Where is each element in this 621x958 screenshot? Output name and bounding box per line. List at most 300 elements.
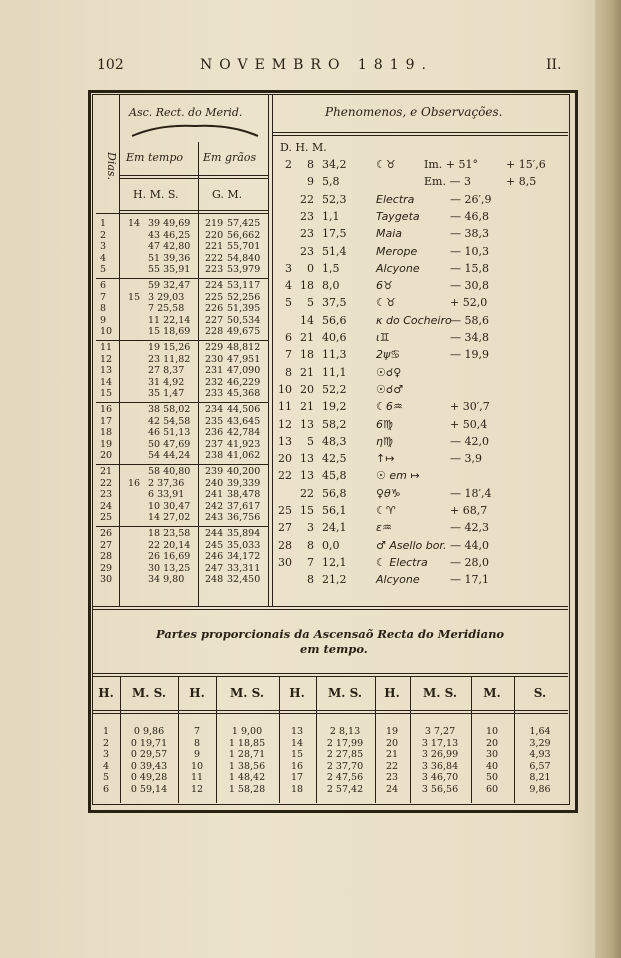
- day-cell: 19: [100, 438, 113, 450]
- asc-rect-label: Asc. Rect. do Merid.: [129, 106, 243, 119]
- ms-cell: 51 39,36: [148, 252, 191, 264]
- minute-cell: 37,617: [227, 500, 261, 512]
- minute-cell: 56,662: [227, 229, 261, 241]
- minute-cell: 49,675: [227, 326, 261, 337]
- day-cell: 8: [100, 303, 107, 314]
- obs-value-cell: Im. + 51°: [424, 158, 478, 171]
- degree-cell: 237: [205, 438, 224, 450]
- day-cell: 1: [100, 218, 107, 229]
- obs-day-cell: 12: [278, 417, 292, 431]
- degree-cell: 243: [205, 512, 224, 523]
- ms-cell: 6 33,91: [148, 489, 185, 500]
- degree-cell: 227: [205, 314, 224, 326]
- minute-cell: 32,450: [227, 574, 261, 585]
- degree-cell: 230: [205, 353, 224, 365]
- obs-day-cell: 2: [285, 158, 292, 171]
- degree-cell: 224: [205, 280, 224, 291]
- degree-cell: 221: [205, 241, 224, 252]
- obs-minute-cell: 11,1: [322, 365, 347, 379]
- bottom-cell: 30: [485, 749, 499, 760]
- book-spine: [595, 0, 621, 958]
- obs-minute-cell: 1,5: [322, 261, 340, 275]
- minute-cell: 50,534: [227, 314, 261, 326]
- bottom-cell: 1: [102, 726, 110, 737]
- minute-cell: 35,033: [227, 539, 261, 551]
- obs-day-cell: 30: [278, 555, 292, 569]
- obs-value-cell: — 38,3: [450, 227, 489, 241]
- day-cell: 7: [100, 291, 107, 303]
- minute-cell: 47,951: [227, 353, 261, 365]
- obs-day-cell: 13: [278, 434, 292, 448]
- obs-minute-cell: 1,1: [322, 209, 340, 223]
- obs-hour-cell: 13: [300, 469, 314, 483]
- bottom-cell: 3 26,99: [421, 749, 459, 760]
- bottom-header-cell: M. S.: [327, 686, 363, 700]
- obs-day-cell: 7: [285, 348, 292, 362]
- minute-cell: 43,645: [227, 415, 261, 427]
- day-cell: 15: [100, 388, 113, 399]
- obs-day-cell: 8: [285, 365, 292, 379]
- obs-minute-cell: 45,8: [322, 469, 347, 483]
- degree-cell: 236: [205, 427, 224, 438]
- obs-minute-cell: 0,0: [322, 538, 340, 552]
- bottom-cell: 6: [102, 783, 110, 795]
- bottom-cell: 16: [290, 760, 304, 772]
- obs-minute-cell: 5,8: [322, 175, 340, 189]
- obs-value-cell: — 15,8: [450, 261, 489, 275]
- bottom-cell: 13: [290, 726, 304, 737]
- ms-cell: 11 22,14: [148, 314, 191, 326]
- phenomena-title: Phenomenos, e Observações.: [325, 105, 503, 119]
- hour-cell: 15: [128, 291, 141, 303]
- obs-value-cell: — 30,8: [450, 279, 489, 293]
- obs-day-cell: 27: [278, 521, 292, 535]
- bottom-header-cell: H.: [384, 686, 400, 700]
- obs-hour-cell: 23: [300, 244, 314, 258]
- hour-cell: 14: [128, 218, 141, 229]
- bottom-header-cell: H.: [289, 686, 305, 700]
- bottom-cell: 3 17,13: [421, 737, 459, 749]
- obs-minute-cell: 21,2: [322, 573, 347, 587]
- ms-cell: 58 40,80: [148, 466, 191, 477]
- obs-minute-cell: 52,2: [322, 382, 347, 396]
- obs-minute-cell: 56,6: [322, 313, 347, 327]
- section-number: II.: [546, 57, 562, 73]
- day-cell: 29: [100, 562, 113, 574]
- obs-phenomenon-cell: 6♉: [376, 279, 393, 293]
- obs-minute-cell: 42,5: [322, 452, 347, 466]
- em-graos-label: Em grãos: [203, 151, 257, 164]
- minute-cell: 39,339: [227, 477, 261, 489]
- obs-day-cell: 11: [278, 400, 292, 414]
- obs-minute-cell: 56,1: [322, 504, 347, 517]
- minute-cell: 55,701: [227, 241, 261, 252]
- obs-value-cell: — 42,3: [450, 521, 489, 535]
- degree-cell: 247: [205, 562, 224, 574]
- obs-minute-cell: 34,2: [322, 158, 347, 171]
- obs-hour-cell: 21: [300, 331, 314, 344]
- bottom-cell: 1 48,42: [228, 772, 266, 783]
- obs-value-cell: + 52,0: [450, 296, 488, 310]
- day-cell: 24: [100, 500, 113, 512]
- ms-cell: 14 27,02: [148, 512, 191, 523]
- obs-value-cell: — 46,8: [450, 209, 489, 223]
- obs-day-cell: 5: [285, 296, 292, 310]
- day-cell: 9: [100, 314, 107, 326]
- obs-minute-cell: 40,6: [322, 331, 347, 344]
- degree-cell: 246: [205, 551, 224, 562]
- degree-cell: 248: [205, 574, 224, 585]
- minute-cell: 52,256: [227, 291, 261, 303]
- bottom-cell: 3,29: [529, 737, 551, 749]
- obs-hour-cell: 3: [307, 521, 314, 535]
- obs-phenomenon-cell: ☾ Electra: [376, 555, 428, 569]
- bottom-cell: 3 7,27: [424, 726, 456, 737]
- obs-phenomenon-cell: ι♊: [376, 331, 390, 344]
- day-cell: 12: [100, 353, 113, 365]
- bottom-cell: 20: [385, 737, 399, 749]
- em-tempo-label: Em tempo: [126, 151, 183, 164]
- bottom-header-cell: M.: [483, 686, 501, 700]
- bottom-cell: 7: [193, 726, 201, 737]
- obs-day-cell: 3: [285, 261, 292, 275]
- bottom-header-cell: M. S.: [422, 686, 458, 700]
- gm-label: G. M.: [212, 188, 243, 201]
- bottom-cell: 4,93: [529, 749, 551, 760]
- obs-phenomenon-cell: Alcyone: [376, 261, 420, 275]
- bottom-cell: 2: [102, 737, 110, 749]
- bottom-cell: 22: [385, 760, 399, 772]
- obs-phenomenon-cell: ε♒: [376, 521, 392, 535]
- obs-value-cell: — 26′,9: [450, 192, 492, 206]
- day-cell: 6: [100, 280, 107, 291]
- proportional-parts-title: Partes proporcionais da Ascensaõ Recta do Meridiano: [156, 627, 505, 641]
- bottom-cell: 24: [385, 783, 399, 795]
- obs-minute-cell: 24,1: [322, 521, 347, 535]
- obs-phenomenon-cell: ♂ Asello bor.: [376, 538, 447, 552]
- minute-cell: 57,425: [227, 218, 261, 229]
- obs-minute-cell: 8,0: [322, 279, 340, 293]
- obs-day-cell: 10: [278, 382, 292, 396]
- degree-cell: 228: [205, 326, 224, 337]
- day-cell: 25: [100, 512, 113, 523]
- bottom-cell: 8: [193, 737, 201, 749]
- minute-cell: 41,923: [227, 438, 261, 450]
- hms-label: H. M. S.: [133, 188, 179, 201]
- day-cell: 4: [100, 252, 107, 264]
- obs-phenomenon-cell: ↑↦: [376, 452, 395, 466]
- bottom-cell: 0 9,86: [133, 726, 165, 737]
- bottom-cell: 17: [290, 772, 304, 783]
- obs-value-cell: — 58,6: [450, 313, 489, 327]
- minute-cell: 42,784: [227, 427, 261, 438]
- bottom-cell: 2 37,70: [326, 760, 364, 772]
- obs-value-cell: — 34,8: [450, 331, 489, 344]
- bottom-cell: 12: [190, 783, 204, 795]
- degree-cell: 233: [205, 388, 224, 399]
- degree-cell: 222: [205, 252, 224, 264]
- ms-cell: 38 58,02: [148, 404, 191, 415]
- day-cell: 28: [100, 551, 113, 562]
- degree-cell: 223: [205, 264, 224, 275]
- obs-minute-cell: 19,2: [322, 400, 347, 414]
- minute-cell: 45,368: [227, 388, 261, 399]
- degree-cell: 232: [205, 376, 224, 388]
- obs-hour-cell: 21: [300, 400, 314, 414]
- obs-value-cell: Em. — 3: [424, 175, 471, 189]
- obs-day-cell: 4: [285, 279, 292, 293]
- obs-value-cell: — 19,9: [450, 348, 489, 362]
- ms-cell: 15 18,69: [148, 326, 191, 337]
- minute-cell: 33,311: [227, 562, 261, 574]
- bottom-cell: 0 39,43: [130, 760, 168, 772]
- obs-day-cell: 20: [278, 452, 292, 466]
- ms-cell: 54 44,24: [148, 450, 191, 461]
- obs-hour-cell: 0: [307, 261, 314, 275]
- obs-hour-cell: 8: [307, 158, 314, 171]
- day-cell: 21: [100, 466, 113, 477]
- day-cell: 26: [100, 528, 113, 539]
- obs-value-cell: — 18′,4: [450, 486, 492, 500]
- degree-cell: 241: [205, 489, 224, 500]
- bottom-cell: 18: [290, 783, 304, 795]
- page-title: NOVEMBRO 1819.: [200, 57, 433, 73]
- obs-value-cell: — 3,9: [450, 452, 482, 466]
- bottom-cell: 50: [485, 772, 499, 783]
- obs-hour-cell: 9: [307, 175, 314, 189]
- bottom-cell: 6,57: [529, 760, 551, 772]
- ms-cell: 10 30,47: [148, 500, 191, 512]
- day-cell: 23: [100, 489, 113, 500]
- bottom-cell: 21: [385, 749, 399, 760]
- obs-phenomenon-cell: ☾♈: [376, 504, 396, 517]
- bottom-cell: 3: [102, 749, 110, 760]
- day-cell: 30: [100, 574, 113, 585]
- minute-cell: 48,812: [227, 342, 261, 353]
- bottom-cell: 1 58,28: [228, 783, 266, 795]
- bottom-header-cell: H.: [98, 686, 114, 700]
- obs-correction-cell: + 15′,6: [506, 158, 546, 171]
- ms-cell: 43 46,25: [148, 229, 191, 241]
- obs-phenomenon-cell: κ do Cocheiro: [376, 313, 452, 327]
- bottom-cell: 0 19,71: [130, 737, 168, 749]
- obs-phenomenon-cell: η♍: [376, 434, 393, 448]
- obs-phenomenon-cell: Taygeta: [376, 209, 420, 223]
- bottom-cell: 40: [485, 760, 499, 772]
- minute-cell: 38,478: [227, 489, 261, 500]
- bottom-cell: 5: [102, 772, 110, 783]
- ms-cell: 31 4,92: [148, 376, 185, 388]
- degree-cell: 220: [205, 229, 224, 241]
- day-cell: 3: [100, 241, 107, 252]
- obs-day-cell: 25: [278, 504, 292, 517]
- obs-minute-cell: 52,3: [322, 192, 347, 206]
- obs-minute-cell: 56,8: [322, 486, 347, 500]
- obs-phenomenon-cell: Electra: [376, 192, 415, 206]
- bottom-header-cell: S.: [533, 686, 547, 700]
- bottom-cell: 4: [102, 760, 110, 772]
- degree-cell: 242: [205, 500, 224, 512]
- ms-cell: 47 42,80: [148, 241, 191, 252]
- day-cell: 18: [100, 427, 113, 438]
- obs-day-cell: 22: [278, 469, 292, 483]
- bottom-cell: 3 46,70: [421, 772, 459, 783]
- obs-phenomenon-cell: ☾♉: [376, 296, 396, 310]
- minute-cell: 54,840: [227, 252, 261, 264]
- obs-hour-cell: 14: [300, 313, 314, 327]
- obs-value-cell: + 68,7: [450, 504, 488, 517]
- bottom-cell: 8,21: [529, 772, 551, 783]
- degree-cell: 219: [205, 218, 224, 229]
- obs-phenomenon-cell: 6♍: [376, 417, 393, 431]
- bottom-cell: 15: [290, 749, 304, 760]
- ms-cell: 23 11,82: [148, 353, 191, 365]
- degree-cell: 240: [205, 477, 224, 489]
- bottom-header-cell: M. S.: [229, 686, 265, 700]
- obs-minute-cell: 17,5: [322, 227, 347, 241]
- day-cell: 2: [100, 229, 107, 241]
- ms-cell: 18 23,58: [148, 528, 191, 539]
- obs-hour-cell: 5: [307, 296, 314, 310]
- obs-hour-cell: 13: [300, 417, 314, 431]
- obs-phenomenon-cell: Alcyone: [376, 573, 420, 587]
- minute-cell: 47,090: [227, 365, 261, 376]
- bottom-cell: 10: [485, 726, 499, 737]
- bottom-cell: 10: [190, 760, 204, 772]
- obs-hour-cell: 18: [300, 348, 314, 362]
- obs-value-cell: + 30′,7: [450, 400, 490, 414]
- obs-phenomenon-cell: ☾♉: [376, 158, 396, 171]
- minute-cell: 46,229: [227, 376, 261, 388]
- bottom-cell: 60: [485, 783, 499, 795]
- obs-phenomenon-cell: ☉☌♂: [376, 382, 404, 396]
- obs-hour-cell: 22: [300, 192, 314, 206]
- ms-cell: 19 15,26: [148, 342, 191, 353]
- ms-cell: 55 35,91: [148, 264, 191, 275]
- obs-hour-cell: 22: [300, 486, 314, 500]
- obs-value-cell: + 50,4: [450, 417, 488, 431]
- degree-cell: 245: [205, 539, 224, 551]
- obs-minute-cell: 48,3: [322, 434, 347, 448]
- degree-cell: 244: [205, 528, 224, 539]
- ms-cell: 34 9,80: [148, 574, 185, 585]
- day-cell: 27: [100, 539, 113, 551]
- ms-cell: 3 29,03: [148, 291, 185, 303]
- degree-cell: 226: [205, 303, 224, 314]
- bottom-cell: 3 56,56: [421, 783, 459, 795]
- obs-value-cell: — 10,3: [450, 244, 489, 258]
- obs-minute-cell: 11,3: [322, 348, 347, 362]
- degree-cell: 225: [205, 291, 224, 303]
- day-cell: 14: [100, 376, 113, 388]
- obs-phenomenon-cell: 2ψ♋: [376, 348, 401, 362]
- degree-cell: 231: [205, 365, 224, 376]
- ms-cell: 7 25,58: [148, 303, 185, 314]
- obs-hour-cell: 5: [307, 434, 314, 448]
- hour-cell: 16: [128, 477, 141, 489]
- degree-cell: 229: [205, 342, 224, 353]
- minute-cell: 53,979: [227, 264, 261, 275]
- obs-minute-cell: 58,2: [322, 417, 347, 431]
- obs-hour-cell: 23: [300, 227, 314, 241]
- degree-cell: 239: [205, 466, 224, 477]
- obs-phenomenon-cell: ♀θ♑: [376, 486, 401, 500]
- obs-minute-cell: 37,5: [322, 296, 347, 310]
- minute-cell: 34,172: [227, 551, 261, 562]
- obs-minute-cell: 12,1: [322, 555, 347, 569]
- bottom-cell: 1 38,56: [228, 760, 266, 772]
- day-cell: 22: [100, 477, 113, 489]
- obs-value-cell: — 44,0: [450, 538, 489, 552]
- bottom-cell: 2 8,13: [329, 726, 361, 737]
- obs-hour-cell: 7: [307, 555, 314, 569]
- day-cell: 20: [100, 450, 113, 461]
- dhm-label: D. H. M.: [280, 141, 327, 154]
- obs-hour-cell: 8: [307, 538, 314, 552]
- bottom-cell: 9: [193, 749, 201, 760]
- minute-cell: 35,894: [227, 528, 261, 539]
- degree-cell: 234: [205, 404, 224, 415]
- minute-cell: 41,062: [227, 450, 261, 461]
- ms-cell: 27 8,37: [148, 365, 185, 376]
- obs-hour-cell: 13: [300, 452, 314, 466]
- obs-hour-cell: 20: [300, 382, 314, 396]
- degree-cell: 235: [205, 415, 224, 427]
- minute-cell: 44,506: [227, 404, 261, 415]
- degree-cell: 238: [205, 450, 224, 461]
- obs-day-cell: 6: [285, 331, 292, 344]
- bottom-cell: 2 27,85: [326, 749, 364, 760]
- proportional-parts-subtitle: em tempo.: [300, 642, 368, 656]
- day-cell: 16: [100, 404, 113, 415]
- day-cell: 13: [100, 365, 113, 376]
- bottom-cell: 20: [485, 737, 499, 749]
- ms-cell: 59 32,47: [148, 280, 191, 291]
- obs-phenomenon-cell: ☉☌♀: [376, 365, 402, 379]
- ms-cell: 2 37,36: [148, 477, 185, 489]
- bottom-cell: 23: [385, 772, 399, 783]
- bottom-cell: 1 18,85: [228, 737, 266, 749]
- bottom-cell: 2 47,56: [326, 772, 364, 783]
- ms-cell: 26 16,69: [148, 551, 191, 562]
- obs-hour-cell: 15: [300, 504, 314, 517]
- ms-cell: 46 51,13: [148, 427, 191, 438]
- ms-cell: 35 1,47: [148, 388, 185, 399]
- day-cell: 10: [100, 326, 113, 337]
- obs-value-cell: — 42,0: [450, 434, 489, 448]
- bottom-cell: 1 28,71: [228, 749, 266, 760]
- bottom-header-cell: M. S.: [131, 686, 167, 700]
- obs-hour-cell: 8: [307, 573, 314, 587]
- obs-phenomenon-cell: ☉ em ↦: [376, 469, 420, 483]
- ms-cell: 39 49,69: [148, 218, 191, 229]
- header-brace: [130, 122, 260, 140]
- obs-value-cell: — 28,0: [450, 555, 489, 569]
- ms-cell: 22 20,14: [148, 539, 191, 551]
- minute-cell: 51,395: [227, 303, 261, 314]
- bottom-cell: 14: [290, 737, 304, 749]
- minute-cell: 40,200: [227, 466, 261, 477]
- bottom-cell: 1 9,00: [231, 726, 263, 737]
- bottom-header-cell: H.: [189, 686, 205, 700]
- day-cell: 17: [100, 415, 113, 427]
- obs-hour-cell: 23: [300, 209, 314, 223]
- ms-cell: 42 54,58: [148, 415, 191, 427]
- page-number: 102: [97, 57, 124, 73]
- bottom-cell: 2 57,42: [326, 783, 364, 795]
- bottom-cell: 11: [190, 772, 204, 783]
- minute-cell: 53,117: [227, 280, 261, 291]
